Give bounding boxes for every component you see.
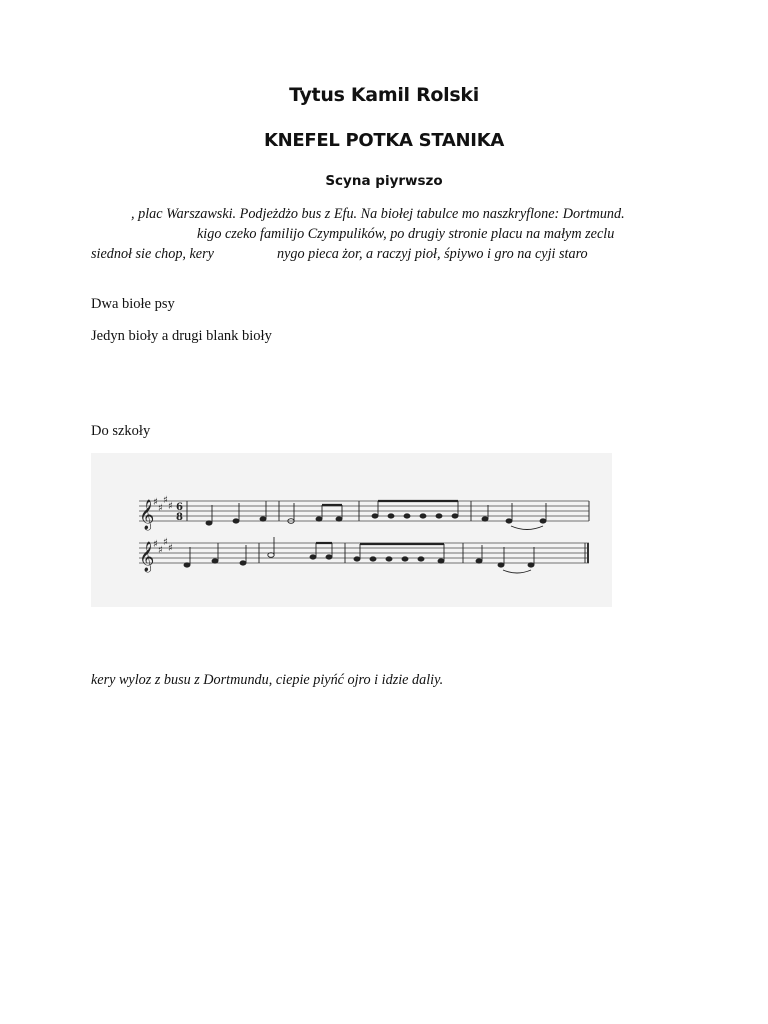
svg-text:8: 8: [176, 512, 183, 523]
stage-direction-closing: kery wyloz z busu z Dortmundu, ciepie piyńć ojro i idzie daliy.: [91, 672, 444, 688]
song-line: Do szkoły: [91, 423, 151, 439]
song-line: Dwa biołe psy: [91, 296, 175, 312]
svg-text:♯: ♯: [163, 537, 168, 548]
svg-text:♯: ♯: [158, 503, 163, 514]
scene-heading: Scyna piyrwszo: [325, 173, 443, 189]
sheet-music-image: [91, 453, 612, 607]
svg-text:♯: ♯: [153, 539, 158, 550]
barlines: [187, 501, 589, 563]
key-signature: [153, 495, 173, 556]
staff-lines-bottom: [139, 543, 589, 563]
notes-top: [206, 501, 546, 530]
sheet-music-icon: [91, 453, 612, 607]
stage-direction-line-3-start: siednoł sie chop, kery: [91, 246, 214, 262]
svg-text:♯: ♯: [158, 545, 163, 556]
svg-text:♯: ♯: [153, 497, 158, 508]
svg-text:𝄞: 𝄞: [139, 500, 155, 530]
svg-text:♯: ♯: [168, 501, 173, 512]
svg-text:𝄞: 𝄞: [139, 542, 155, 572]
stage-direction-line-1: , plac Warszawski. Podjeżdżo bus z Efu. Na biołej tabulce mo naszkryflone: Dortmund.: [131, 206, 625, 222]
notes-bottom: [184, 537, 534, 573]
song-line: Jedyn bioły a drugi blank bioły: [91, 328, 272, 344]
svg-text:6: 6: [176, 502, 183, 513]
time-signature: [176, 502, 183, 523]
author-name: Tytus Kamil Rolski: [289, 84, 479, 106]
stage-direction-line-2: kigo czeko familijo Czympulików, po drugiy stronie placu na małym zeclu: [197, 226, 615, 242]
play-title: KNEFEL POTKA STANIKA: [264, 130, 504, 151]
svg-text:♯: ♯: [163, 495, 168, 506]
stage-direction-line-3-end: nygo pieca żor, a raczyj pioł, śpiywo i gro na cyji staro: [277, 246, 588, 262]
staff-lines-top: [139, 501, 589, 521]
svg-text:♯: ♯: [168, 543, 173, 554]
clefs: [139, 499, 154, 573]
